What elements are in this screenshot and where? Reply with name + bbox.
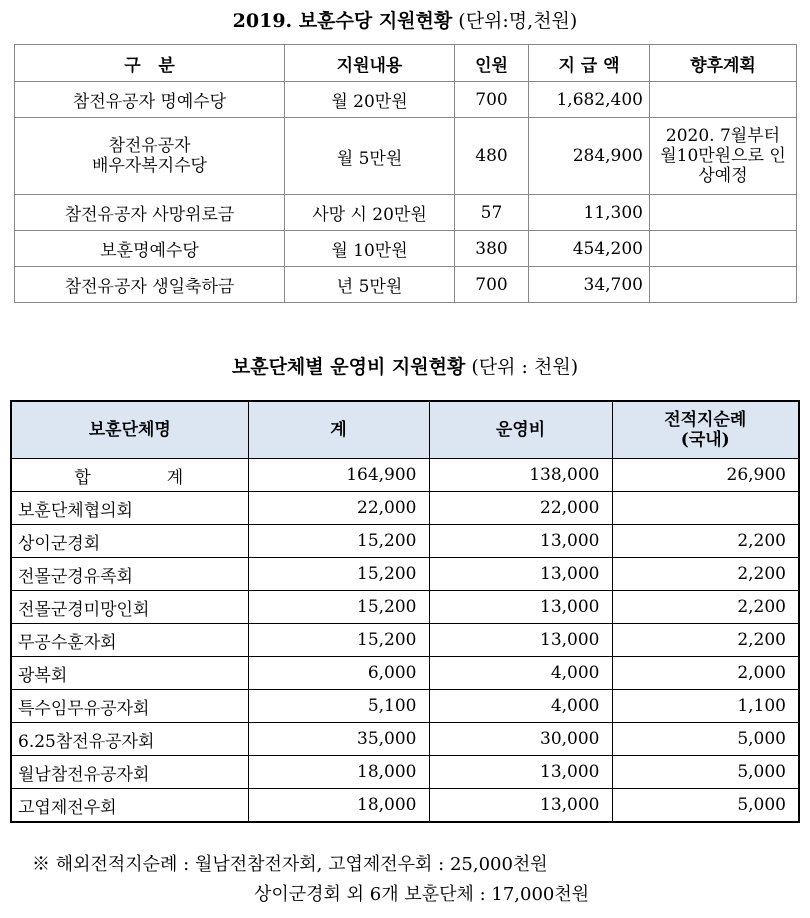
row-amount: 34,700 [529, 267, 650, 303]
row-amount: 454,200 [529, 231, 650, 267]
table-row [15, 267, 797, 303]
row-people: 700 [455, 82, 529, 118]
org-tour: 5,000 [612, 723, 799, 756]
table-row [11, 756, 799, 789]
table2-title [0, 352, 810, 379]
footnote-line2: 상이군경회 외 6개 보훈단체 : 17,000천원 [254, 884, 590, 905]
footnote-line1: ※ 해외전적지순례 : 월남전참전자회, 고엽제전우회 : 25,000천원 [32, 854, 548, 875]
table-row [11, 690, 799, 723]
org-tour: 5,000 [612, 789, 799, 823]
row-plan [650, 231, 797, 267]
table-row [11, 558, 799, 591]
org-tour: 1,100 [612, 690, 799, 723]
org-name: 특수임무유공자회 [11, 690, 248, 723]
table-row [15, 118, 797, 195]
col-header-org: 보훈단체명 [11, 401, 248, 459]
col-header-tour-line1: 전적지순례 [664, 410, 747, 430]
org-ops: 4,000 [429, 657, 612, 690]
table2-title-text: 보훈단체별 운영비 지원현황 [231, 356, 466, 378]
row-category [15, 118, 285, 195]
row-plan [650, 82, 797, 118]
table2-unit: (단위 : 천원) [471, 356, 579, 378]
org-ops: 4,000 [429, 690, 612, 723]
table-row [11, 657, 799, 690]
row-people: 700 [455, 267, 529, 303]
total-label [11, 459, 248, 492]
org-tour: 2,200 [612, 525, 799, 558]
row-amount: 1,682,400 [529, 82, 650, 118]
org-ops: 22,000 [429, 492, 612, 525]
row-amount: 11,300 [529, 195, 650, 231]
org-name: 6.25참전유공자회 [11, 723, 248, 756]
col-header-plan: 향후계획 [650, 45, 797, 82]
col-header-people: 인원 [455, 45, 529, 82]
org-ops: 13,000 [429, 525, 612, 558]
table-header-row [15, 45, 797, 82]
row-people: 57 [455, 195, 529, 231]
org-ops: 13,000 [429, 558, 612, 591]
org-sum: 15,200 [248, 525, 429, 558]
col-header-ops: 운영비 [429, 401, 612, 459]
table-row [15, 195, 797, 231]
table-row [11, 789, 799, 823]
total-sum: 164,900 [248, 459, 429, 492]
table1-title-text: 2019. 보훈수당 지원현황 [232, 10, 453, 32]
org-sum: 22,000 [248, 492, 429, 525]
col-header-tour [612, 401, 799, 459]
org-ops: 13,000 [429, 789, 612, 823]
row-content: 월 10만원 [285, 231, 455, 267]
org-name: 무공수훈자회 [11, 624, 248, 657]
table-row [11, 591, 799, 624]
org-name: 고엽제전우회 [11, 789, 248, 823]
org-sum: 18,000 [248, 756, 429, 789]
org-ops: 13,000 [429, 756, 612, 789]
row-plan [650, 267, 797, 303]
total-label-a: 합 [74, 467, 93, 488]
org-tour [612, 492, 799, 525]
org-tour: 5,000 [612, 756, 799, 789]
org-sum: 15,200 [248, 591, 429, 624]
table1-title [0, 6, 810, 33]
org-tour: 2,200 [612, 624, 799, 657]
org-tour: 2,200 [612, 558, 799, 591]
row-plan [650, 195, 797, 231]
org-ops: 13,000 [429, 591, 612, 624]
org-name: 전몰군경미망인회 [11, 591, 248, 624]
total-row [11, 459, 799, 492]
org-tour: 2,200 [612, 591, 799, 624]
org-sum: 18,000 [248, 789, 429, 823]
table1-unit: (단위:명,천원) [458, 10, 578, 32]
col-header-sum: 계 [248, 401, 429, 459]
row-category-line1: 참전유공자 [108, 136, 191, 156]
col-header-content: 지원내용 [285, 45, 455, 82]
row-content: 월 20만원 [285, 82, 455, 118]
org-name: 월남참전유공자회 [11, 756, 248, 789]
col-header-tour-line2: (국내) [680, 430, 730, 450]
table-row [15, 231, 797, 267]
table-header-row [11, 401, 799, 459]
row-category: 보훈명예수당 [15, 231, 285, 267]
row-plan: 2020. 7월부터 월10만원으로 인상예정 [650, 118, 797, 195]
row-category: 참전유공자 사망위로금 [15, 195, 285, 231]
allowance-table [14, 44, 797, 303]
table-row [11, 624, 799, 657]
row-people: 480 [455, 118, 529, 195]
row-content: 년 5만원 [285, 267, 455, 303]
row-category: 참전유공자 명예수당 [15, 82, 285, 118]
org-name: 전몰군경유족회 [11, 558, 248, 591]
org-funding-table [10, 400, 800, 823]
total-ops: 138,000 [429, 459, 612, 492]
org-ops: 13,000 [429, 624, 612, 657]
total-label-b: 계 [166, 467, 186, 488]
org-sum: 6,000 [248, 657, 429, 690]
org-name: 상이군경회 [11, 525, 248, 558]
org-sum: 5,100 [248, 690, 429, 723]
table-row [11, 492, 799, 525]
col-header-category: 구 분 [15, 45, 285, 82]
table-row [15, 82, 797, 118]
total-tour: 26,900 [612, 459, 799, 492]
org-name: 보훈단체협의회 [11, 492, 248, 525]
col-header-amount: 지 급 액 [529, 45, 650, 82]
row-content: 사망 시 20만원 [285, 195, 455, 231]
org-name: 광복회 [11, 657, 248, 690]
table-row [11, 525, 799, 558]
org-sum: 35,000 [248, 723, 429, 756]
row-amount: 284,900 [529, 118, 650, 195]
row-category: 참전유공자 생일축하금 [15, 267, 285, 303]
org-sum: 15,200 [248, 558, 429, 591]
row-content: 월 5만원 [285, 118, 455, 195]
org-tour: 2,000 [612, 657, 799, 690]
row-category-line2: 배우자복지수당 [92, 156, 207, 176]
table-row [11, 723, 799, 756]
row-people: 380 [455, 231, 529, 267]
org-ops: 30,000 [429, 723, 612, 756]
org-sum: 15,200 [248, 624, 429, 657]
